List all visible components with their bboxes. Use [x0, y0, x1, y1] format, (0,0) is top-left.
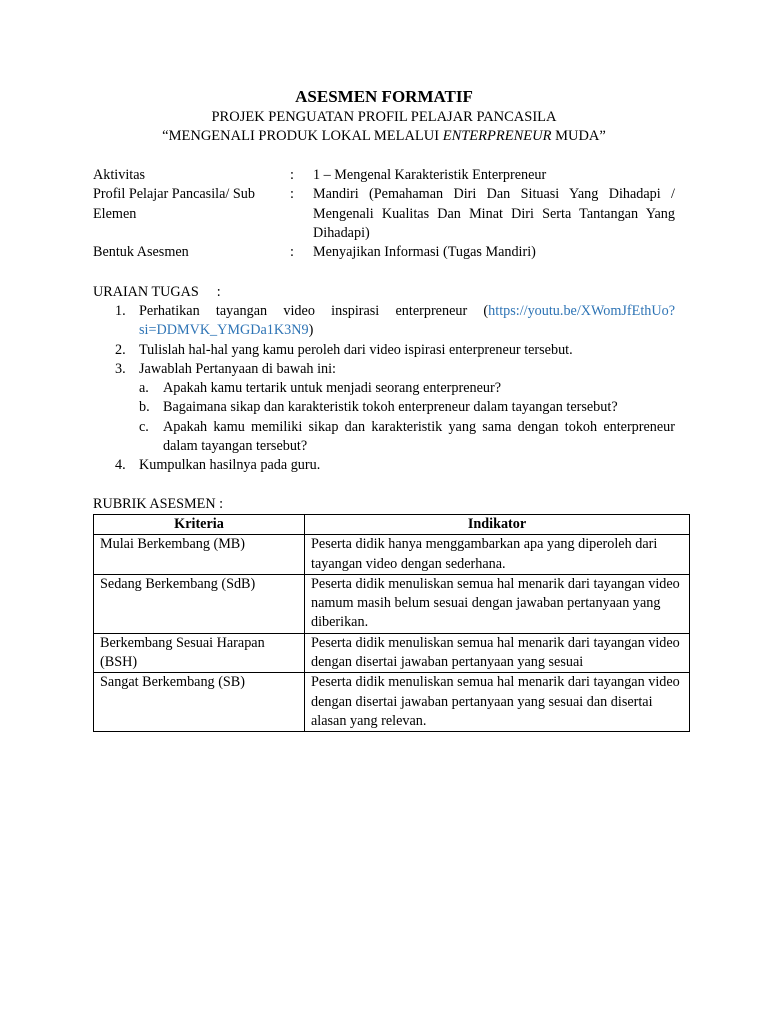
- info-colon: :: [290, 186, 294, 203]
- task-item: [93, 360, 675, 456]
- rubrik-heading: RUBRIK ASESMEN :: [93, 496, 224, 512]
- theme-emphasis: ENTERPRENEUR: [442, 128, 552, 144]
- task-number: 1.: [115, 303, 126, 319]
- task-number: 4.: [115, 457, 126, 474]
- indikator-cell: Peserta didik menuliskan semua hal menarik dari tayangan video namum masih belum sesuai dengan jawaban pertanyaan yang diberikan.: [305, 574, 690, 633]
- task-text: Perhatikan tayangan video inspirasi enterpreneur (: [139, 303, 489, 319]
- info-value: Menyajikan Informasi (Tugas Mandiri): [313, 244, 536, 261]
- table-row: [94, 673, 690, 732]
- task-list: [93, 302, 675, 476]
- question-letter: b.: [139, 399, 150, 416]
- info-row-aktivitas: [93, 166, 675, 185]
- table-row: [94, 574, 690, 633]
- info-label: Bentuk Asesmen: [93, 244, 189, 261]
- task-text: Kumpulkan hasilnya pada guru.: [139, 457, 321, 474]
- info-section: [93, 166, 675, 262]
- info-label: Aktivitas: [93, 167, 146, 183]
- question-text: Apakah kamu memiliki sikap dan karakteristik yang sama dengan tokoh enterpreneur dalam tayangan tersebut?: [163, 418, 675, 455]
- column-header-indikator: Indikator: [305, 515, 690, 535]
- task-item: [93, 341, 675, 360]
- task-item: [93, 456, 675, 475]
- kriteria-cell: Berkembang Sesuai Harapan (BSH): [94, 633, 305, 673]
- document-subtitle: PROJEK PENGUATAN PROFIL PELAJAR PANCASILA: [211, 109, 557, 125]
- question-letter: a.: [139, 380, 149, 397]
- task-item: [93, 302, 675, 341]
- question-list: [139, 379, 675, 456]
- kriteria-cell: Mulai Berkembang (MB): [94, 535, 305, 575]
- kriteria-cell: Sedang Berkembang (SdB): [94, 574, 305, 633]
- info-value: 1 – Mengenal Karakteristik Enterpreneur: [313, 167, 547, 183]
- question-letter: c.: [139, 418, 149, 435]
- project-theme: [0, 127, 768, 146]
- question-item: [139, 398, 675, 417]
- rubrik-table: [93, 514, 690, 732]
- indikator-cell: Peserta didik hanya menggambarkan apa yang diperoleh dari tayangan video dengan sederhana.: [305, 535, 690, 575]
- video-link[interactable]: https://youtu.be/XWomJfEthUo?si=DDMVK_YMGDa1K3N9: [139, 303, 675, 339]
- indikator-cell: Peserta didik menuliskan semua hal menarik dari tayangan video dengan disertai jawaban pertanyaan yang sesuai: [305, 633, 690, 673]
- uraian-label: URAIAN TUGAS: [93, 284, 199, 300]
- info-row-bentuk-asesmen: [93, 243, 675, 262]
- table-row: [94, 633, 690, 673]
- uraian-colon: :: [216, 284, 221, 300]
- question-item: [139, 379, 675, 398]
- column-header-kriteria: Kriteria: [94, 515, 305, 535]
- task-number: 2.: [115, 341, 126, 358]
- info-label: Profil Pelajar Pancasila/ Sub Elemen: [93, 186, 255, 222]
- task-number: 3.: [115, 360, 126, 377]
- question-text: Apakah kamu tertarik untuk menjadi seorang enterpreneur?: [163, 380, 501, 397]
- kriteria-cell: Sangat Berkembang (SB): [94, 673, 305, 732]
- info-row-profil: [93, 185, 675, 243]
- theme-text-end: MUDA”: [551, 128, 606, 144]
- task-text-end: ): [308, 322, 314, 339]
- task-text: Tulislah hal-hal yang kamu peroleh dari video ispirasi enterpreneur tersebut.: [139, 341, 573, 358]
- uraian-tugas-heading: [93, 283, 221, 302]
- info-colon: :: [290, 244, 294, 261]
- table-row: [94, 535, 690, 575]
- task-text: Jawablah Pertanyaan di bawah ini:: [139, 360, 336, 377]
- table-header-row: [94, 515, 690, 535]
- document-title: ASESMEN FORMATIF: [295, 87, 473, 106]
- question-item: [139, 418, 675, 457]
- info-colon: :: [290, 167, 294, 183]
- theme-text-start: “MENGENALI PRODUK LOKAL MELALUI: [162, 128, 443, 144]
- info-value: Mandiri (Pemahaman Diri Dan Situasi Yang Dihadapi / Mengenali Kualitas Dan Minat Diri Serta Tantangan Yang Dihadapi): [313, 186, 675, 241]
- question-text: Bagaimana sikap dan karakteristik tokoh enterpreneur dalam tayangan tersebut?: [163, 399, 618, 416]
- indikator-cell: Peserta didik menuliskan semua hal menarik dari tayangan video dengan disertai jawaban pertanyaan yang sesuai dan disertai alasan yang relevan.: [305, 673, 690, 732]
